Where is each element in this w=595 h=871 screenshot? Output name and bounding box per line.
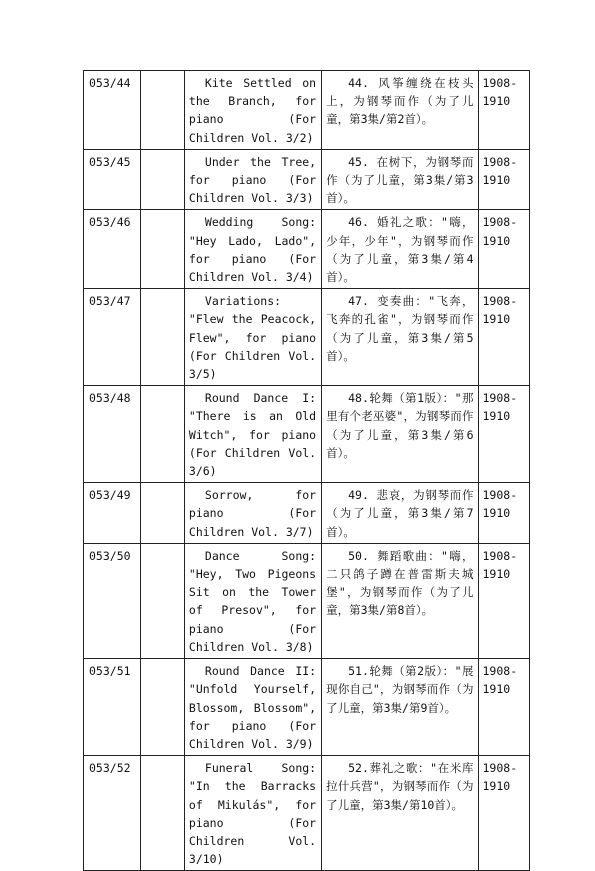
table-row <box>84 756 530 871</box>
english-title: Dance Song: "Hey, Two Pigeons Sit on the Tower of Presov", for piano (For Children Vol. 3/8) <box>184 543 321 658</box>
catalog-number: 053/48 <box>84 386 141 483</box>
chinese-title: 50. 舞蹈歌曲："嗨，二只鸽子蹲在普雷斯夫城堡"，为钢琴而作（为了儿童，第3集/第8首）。 <box>322 543 478 658</box>
catalog-number: 053/46 <box>84 210 141 289</box>
empty-cell <box>140 659 184 756</box>
table-row <box>84 543 530 658</box>
english-title: Kite Settled on the Branch, for piano (For Children Vol. 3/2) <box>184 71 321 150</box>
catalog-number: 053/47 <box>84 289 141 386</box>
composition-years: 1908-1910 <box>478 659 530 756</box>
english-title: Under the Tree, for piano (For Children Vol. 3/3) <box>184 149 321 210</box>
catalog-table <box>83 70 530 871</box>
empty-cell <box>140 149 184 210</box>
empty-cell <box>140 483 184 544</box>
english-title: Funeral Song: "In the Barracks of Mikulás", for piano (For Children Vol. 3/10) <box>184 756 321 871</box>
table-row <box>84 71 530 150</box>
composition-years: 1908-1910 <box>478 483 530 544</box>
chinese-title: 46. 婚礼之歌："嗨，少年，少年"，为钢琴而作（为了儿童，第3集/第4首）。 <box>322 210 478 289</box>
empty-cell <box>140 386 184 483</box>
chinese-title: 49. 悲哀，为钢琴而作（为了儿童，第3集/第7首）。 <box>322 483 478 544</box>
composition-years: 1908-1910 <box>478 149 530 210</box>
composition-years: 1908-1910 <box>478 289 530 386</box>
table-row <box>84 210 530 289</box>
empty-cell <box>140 71 184 150</box>
chinese-title: 47. 变奏曲："飞奔，飞奔的孔雀"，为钢琴而作（为了儿童，第3集/第5首）。 <box>322 289 478 386</box>
empty-cell <box>140 756 184 871</box>
english-title: Wedding Song: "Hey Lado, Lado", for piano (For Children Vol. 3/4) <box>184 210 321 289</box>
catalog-number: 053/49 <box>84 483 141 544</box>
english-title: Round Dance I: "There is an Old Witch", for piano (For Children Vol. 3/6) <box>184 386 321 483</box>
table-row <box>84 386 530 483</box>
empty-cell <box>140 210 184 289</box>
catalog-number: 053/51 <box>84 659 141 756</box>
english-title: Variations: "Flew the Peacock, Flew", for piano (For Children Vol. 3/5) <box>184 289 321 386</box>
chinese-title: 52.葬礼之歌："在米库拉什兵营"，为钢琴而作（为了儿童，第3集/第10首）。 <box>322 756 478 871</box>
english-title: Sorrow, for piano (For Children Vol. 3/7) <box>184 483 321 544</box>
catalog-number: 053/44 <box>84 71 141 150</box>
catalog-number: 053/45 <box>84 149 141 210</box>
chinese-title: 44. 风筝缠绕在枝头上，为钢琴而作（为了儿童，第3集/第2首）。 <box>322 71 478 150</box>
catalog-number: 053/50 <box>84 543 141 658</box>
composition-years: 1908-1910 <box>478 543 530 658</box>
english-title: Round Dance II: "Unfold Yourself, Blossom, Blossom", for piano (For Children Vol. 3/9) <box>184 659 321 756</box>
empty-cell <box>140 289 184 386</box>
catalog-number: 053/52 <box>84 756 141 871</box>
composition-years: 1908-1910 <box>478 756 530 871</box>
chinese-title: 45. 在树下，为钢琴而作（为了儿童，第3集/第3首）。 <box>322 149 478 210</box>
table-row <box>84 659 530 756</box>
chinese-title: 48.轮舞（第1版）："那里有个老巫婆"，为钢琴而作（为了儿童，第3集/第6首）。 <box>322 386 478 483</box>
composition-years: 1908-1910 <box>478 71 530 150</box>
composition-years: 1908-1910 <box>478 210 530 289</box>
catalog-body <box>84 71 530 871</box>
composition-years: 1908-1910 <box>478 386 530 483</box>
table-row <box>84 483 530 544</box>
empty-cell <box>140 543 184 658</box>
table-row <box>84 289 530 386</box>
table-row <box>84 149 530 210</box>
chinese-title: 51.轮舞（第2版）："展现你自己"，为钢琴而作（为了儿童，第3集/第9首）。 <box>322 659 478 756</box>
